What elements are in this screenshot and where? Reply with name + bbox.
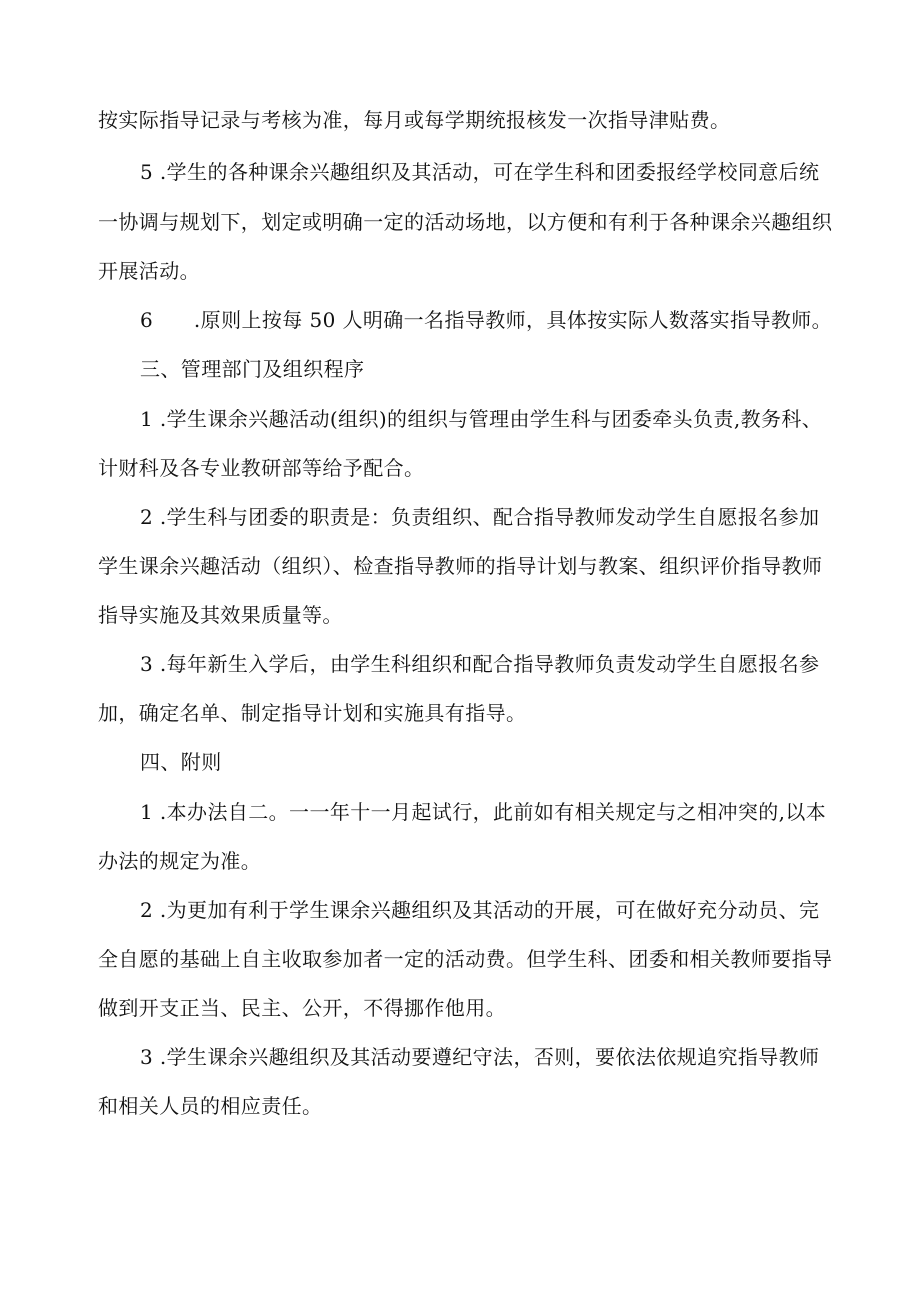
section3-item1-line-1: 1 .学生课余兴趣活动(组织)的组织与管理由学生科与团委牵头负责,教务科、	[140, 407, 823, 431]
section3-item1-line-2: 计财科及各专业教研部等给予配合。	[98, 456, 425, 480]
section3-item2-line-1: 2 .学生科与团委的职责是：负责组织、配合指导教师发动学生自愿报名参加	[140, 505, 820, 529]
paragraph-5-line-3: 开展活动。	[98, 259, 200, 283]
paragraph-5-line-1: 5 .学生的各种课余兴趣组织及其活动，可在学生科和团委报经学校同意后统	[140, 160, 820, 184]
section4-item2-line-1: 2 .为更加有利于学生课余兴趣组织及其活动的开展，可在做好充分动员、完	[140, 898, 820, 922]
section3-item2-line-3: 指导实施及其效果质量等。	[98, 603, 343, 627]
section4-item1-line-1: 1 .本办法自二。一一年十一月起试行，此前如有相关规定与之相冲突的,以本	[140, 800, 827, 824]
section3-item3-line-2: 加，确定名单、制定指导计划和实施具有指导。	[98, 701, 527, 725]
section3-item3-line-1: 3 .每年新生入学后，由学生科组织和配合指导教师负责发动学生自愿报名参	[140, 652, 820, 676]
section4-item3-line-1: 3 .学生课余兴趣组织及其活动要遵纪守法，否则，要依法依规追究指导教师	[140, 1045, 820, 1069]
paragraph-5-line-2: 一协调与规划下，划定或明确一定的活动场地，以方便和有利于各种课余兴趣组织	[98, 210, 833, 234]
section4-item1-line-2: 办法的规定为准。	[98, 849, 262, 873]
section3-item2-line-2: 学生课余兴趣活动（组织）、检查指导教师的指导计划与教案、组织评价指导教师	[98, 554, 823, 578]
section4-item2-line-3: 做到开支正当、民主、公开，不得挪作他用。	[98, 996, 506, 1020]
paragraph-6: 6 .原则上按每 50 人明确一名指导教师，具体按实际人数落实指导教师。	[140, 308, 833, 332]
section4-item3-line-2: 和相关人员的相应责任。	[98, 1094, 323, 1118]
text-line-1: 按实际指导记录与考核为准，每月或每学期统报核发一次指导津贴费。	[98, 108, 731, 132]
section-heading-4: 四、附则	[140, 750, 222, 774]
section-heading-3: 三、管理部门及组织程序	[140, 357, 365, 381]
section4-item2-line-2: 全自愿的基础上自主收取参加者一定的活动费。但学生科、团委和相关教师要指导	[98, 947, 833, 971]
